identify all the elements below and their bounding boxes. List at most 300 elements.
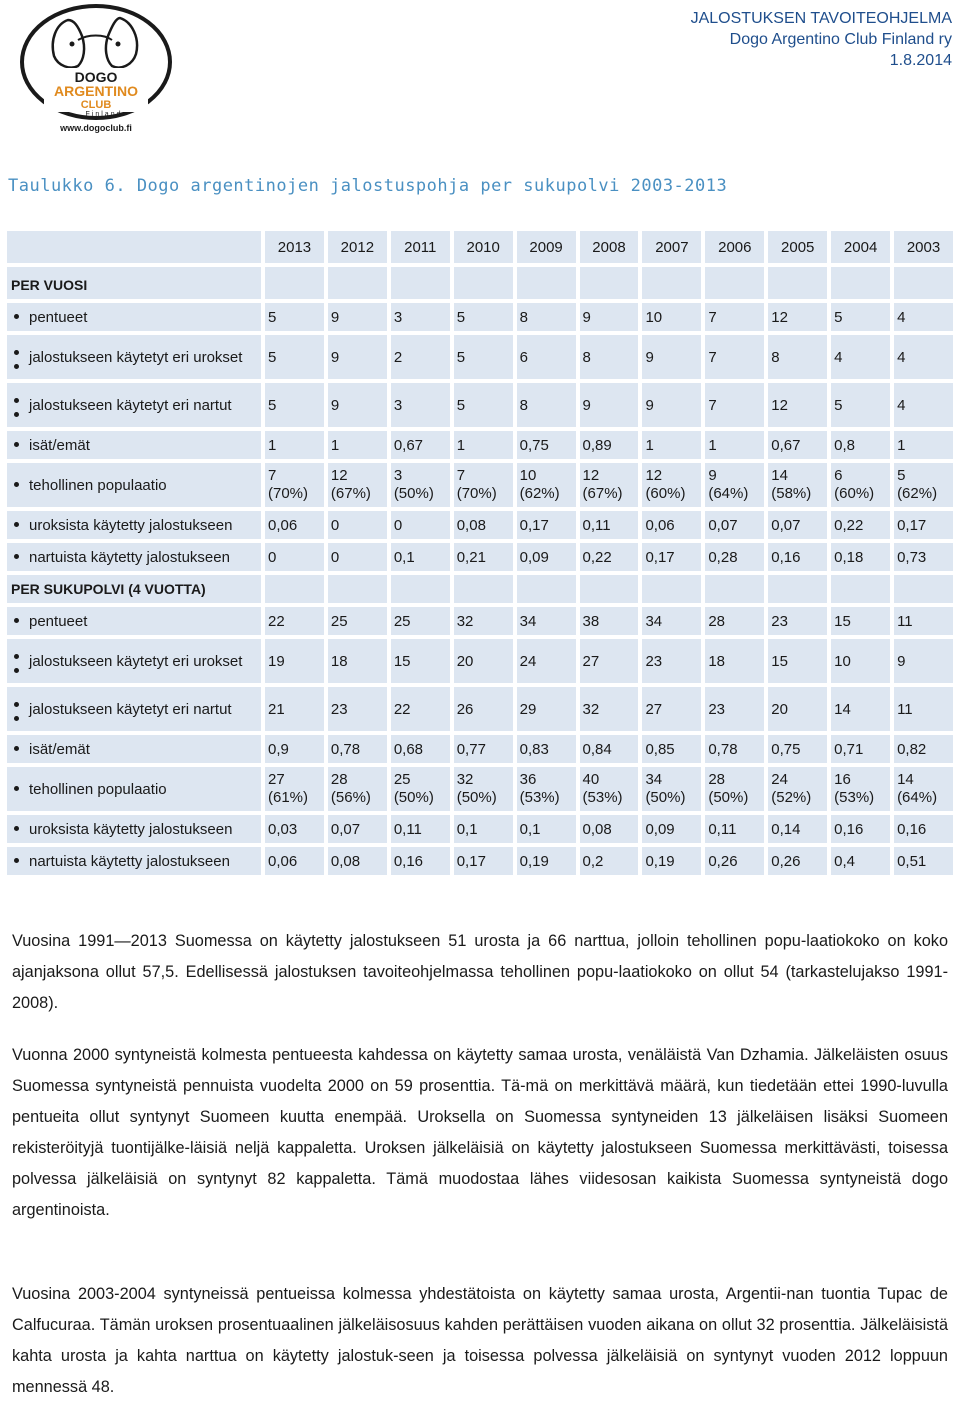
bullet-icon <box>14 746 19 751</box>
value-cell <box>390 542 451 572</box>
bullet-icon <box>14 554 19 559</box>
value-cell <box>641 382 702 428</box>
value-cell <box>704 734 765 764</box>
value-cell <box>767 334 828 380</box>
table-caption: Taulukko 6. Dogo argentinojen jalostuspohja per sukupolvi 2003-2013 <box>8 176 728 196</box>
value-cell <box>516 382 577 428</box>
cell-value: 9 <box>582 308 591 326</box>
cell-value: 0,28 <box>708 548 738 566</box>
value-cell <box>767 814 828 844</box>
cell-percentage: (62%) <box>519 485 560 502</box>
bullet-icon <box>14 350 19 355</box>
section-blank-cell <box>767 266 828 300</box>
cell-value: 26 <box>456 700 474 718</box>
year-header-row <box>6 230 954 264</box>
cell-value: 14 <box>897 771 914 788</box>
table-row <box>6 542 954 572</box>
bullet-icon <box>14 482 19 487</box>
cell-value: 34 <box>645 771 663 788</box>
cell-value: 7 <box>708 308 717 326</box>
cell-value: 0,22 <box>834 516 864 534</box>
cell-value: 0,16 <box>834 820 864 838</box>
section-blank-cell <box>327 266 388 300</box>
value-cell <box>704 510 765 540</box>
year-header: 2009 <box>516 230 577 264</box>
row-label: jalostukseen käytetyt eri nartut <box>29 700 232 718</box>
value-cell <box>893 606 954 636</box>
value-cell <box>390 638 451 684</box>
cell-percentage: (50%) <box>393 485 434 502</box>
section-blank-cell <box>830 266 891 300</box>
row-label-cell <box>6 606 262 636</box>
cell-value: 5 <box>456 396 466 414</box>
table-row <box>6 814 954 844</box>
paragraph-2: Vuonna 2000 syntyneistä kolmesta pentueesta kahdessa on käytetty samaa urosta, venäläistä Van Dzhamia. Jälkeläisten osuus Suomessa syntyneistä pennuista vuodelta 2000 on 59 prosenttia. Tä-mä on merkittävä määrä, kun tiedetään ettei 1990-luvulla pentueita ollut syntynyt Suomeen kuutta enempää. Uroksella on Suomessa syntyneiden 13 jälkeläisen lisäksi Suomeen rekisteröityjä tuontijälke-läisiä neljä kappaletta. Uroksen jälkeläisiä on käytetty jalostukseen Suomessa merkittävästi, toisessa polvessa jälkeläisiä on syntynyt 82 kappaletta. Tämä muodostaa lähes viidesosan kaikista Suomessa syntyneistä dogo argentinoista. <box>12 1046 948 1219</box>
value-cell <box>704 766 765 812</box>
value-cell <box>390 302 451 332</box>
value-cell <box>767 382 828 428</box>
section-blank-cell <box>641 266 702 300</box>
value-cell <box>516 606 577 636</box>
value-cell <box>830 382 891 428</box>
cell-value: 0,11 <box>393 820 422 838</box>
value-cell <box>830 686 891 732</box>
logo-text-dogo: DOGO <box>74 69 118 85</box>
value-cell <box>893 510 954 540</box>
value-cell <box>579 686 640 732</box>
cell-value: 19 <box>268 652 285 670</box>
cell-value: 5 <box>834 308 843 326</box>
cell-value: 5 <box>268 348 277 366</box>
cell-value: 0,75 <box>519 436 549 454</box>
row-label: jalostukseen käytetyt eri urokset <box>29 348 243 366</box>
cell-value: 5 <box>268 396 277 414</box>
value-cell <box>579 510 640 540</box>
cell-percentage: (61%) <box>268 789 309 806</box>
value-cell <box>579 302 640 332</box>
value-cell <box>327 686 388 732</box>
value-cell <box>453 542 514 572</box>
cell-value: 0,06 <box>268 516 298 534</box>
cell-value: 0,78 <box>708 740 738 758</box>
cell-value: 27 <box>268 771 285 788</box>
value-cell <box>579 638 640 684</box>
row-label: jalostukseen käytetyt eri urokset <box>29 652 243 670</box>
cell-value: 0,26 <box>708 852 738 870</box>
value-cell <box>893 814 954 844</box>
value-cell <box>641 766 702 812</box>
row-label: pentueet <box>29 308 88 326</box>
value-cell <box>641 606 702 636</box>
table-row <box>6 638 954 684</box>
row-label: uroksista käytetty jalostukseen <box>29 820 233 838</box>
row-label-cell <box>6 846 262 876</box>
value-cell <box>830 334 891 380</box>
cell-value: 10 <box>834 652 851 670</box>
cell-value: 38 <box>582 612 600 630</box>
cell-value: 0,08 <box>582 820 612 838</box>
value-cell <box>830 462 891 508</box>
cell-percentage: (50%) <box>708 789 749 806</box>
cell-value: 34 <box>645 612 663 630</box>
cell-value: 0,73 <box>897 548 927 566</box>
cell-value: 0,67 <box>393 436 424 454</box>
cell-value: 23 <box>330 700 348 718</box>
value-cell <box>453 302 514 332</box>
value-cell <box>327 542 388 572</box>
cell-value: 40 <box>582 771 600 788</box>
cell-value: 0,67 <box>771 436 801 454</box>
cell-value: 9 <box>708 467 717 484</box>
value-cell <box>516 462 577 508</box>
value-cell <box>264 382 325 428</box>
value-cell <box>893 846 954 876</box>
cell-value: 1 <box>456 436 466 454</box>
cell-value: 0,1 <box>393 548 415 566</box>
value-cell <box>453 638 514 684</box>
cell-value: 22 <box>268 612 285 630</box>
section-blank-cell <box>641 574 702 604</box>
value-cell <box>390 766 451 812</box>
value-cell <box>264 302 325 332</box>
value-cell <box>830 510 891 540</box>
value-cell <box>264 542 325 572</box>
year-header: 2003 <box>893 230 954 264</box>
cell-percentage: (64%) <box>708 485 749 502</box>
table-row <box>6 334 954 380</box>
value-cell <box>704 686 765 732</box>
table-row <box>6 462 954 508</box>
value-cell <box>579 814 640 844</box>
cell-value: 5 <box>456 348 466 366</box>
value-cell <box>390 462 451 508</box>
value-cell <box>327 638 388 684</box>
row-label-cell <box>6 302 262 332</box>
cell-value: 4 <box>834 348 843 366</box>
cell-value: 27 <box>645 700 663 718</box>
value-cell <box>641 510 702 540</box>
cell-value: 9 <box>645 348 654 366</box>
section-blank-cell <box>579 574 640 604</box>
cell-value: 15 <box>834 612 851 630</box>
value-cell <box>327 846 388 876</box>
year-header: 2012 <box>327 230 388 264</box>
value-cell <box>830 846 891 876</box>
cell-value: 0,19 <box>519 852 549 870</box>
header-title: JALOSTUKSEN TAVOITEOHJELMA <box>690 10 952 27</box>
cell-value: 0,17 <box>456 852 486 870</box>
bullet-icon <box>14 702 19 707</box>
cell-value: 0,17 <box>519 516 549 534</box>
value-cell <box>641 814 702 844</box>
cell-value: 7 <box>456 467 466 484</box>
value-cell <box>893 686 954 732</box>
cell-value: 0,11 <box>582 516 611 534</box>
value-cell <box>390 846 451 876</box>
row-label-cell <box>6 734 262 764</box>
value-cell <box>390 686 451 732</box>
cell-value: 4 <box>897 396 906 414</box>
value-cell <box>579 542 640 572</box>
bullet-icon <box>14 668 19 673</box>
cell-value: 9 <box>645 396 654 414</box>
cell-value: 11 <box>897 612 913 630</box>
cell-value: 0,1 <box>456 820 478 838</box>
section-blank-cell <box>704 266 765 300</box>
value-cell <box>830 766 891 812</box>
section-blank-cell <box>264 574 325 604</box>
cell-value: 0,71 <box>834 740 864 758</box>
section-blank-cell <box>516 574 577 604</box>
value-cell <box>453 462 514 508</box>
cell-value: 0,78 <box>330 740 361 758</box>
value-cell <box>893 638 954 684</box>
cell-value: 29 <box>519 700 537 718</box>
value-cell <box>893 462 954 508</box>
row-label-cell <box>6 686 262 732</box>
cell-percentage: (56%) <box>330 789 371 806</box>
cell-percentage: (50%) <box>393 789 434 806</box>
bullet-icon <box>14 412 19 417</box>
cell-value: 0,06 <box>645 516 675 534</box>
cell-value: 0 <box>268 548 277 566</box>
value-cell <box>264 462 325 508</box>
value-cell <box>264 430 325 460</box>
value-cell <box>453 430 514 460</box>
cell-percentage: (58%) <box>771 485 812 502</box>
row-label: nartuista käytetty jalostukseen <box>29 852 230 870</box>
table-row <box>6 302 954 332</box>
cell-value: 0,21 <box>456 548 486 566</box>
value-cell <box>327 334 388 380</box>
cell-percentage: (50%) <box>645 789 686 806</box>
cell-percentage: (64%) <box>897 789 938 806</box>
row-label: isät/emät <box>29 740 90 758</box>
value-cell <box>516 686 577 732</box>
cell-value: 0,22 <box>582 548 612 566</box>
value-cell <box>704 846 765 876</box>
value-cell <box>704 542 765 572</box>
row-label: tehollinen populaatio <box>29 780 167 798</box>
cell-value: 2 <box>393 348 403 366</box>
table-row <box>6 606 954 636</box>
table-row <box>6 686 954 732</box>
value-cell <box>641 430 702 460</box>
cell-value: 8 <box>519 396 528 414</box>
value-cell <box>704 638 765 684</box>
value-cell <box>704 382 765 428</box>
value-cell <box>264 638 325 684</box>
logo-text-club: CLUB <box>80 99 112 111</box>
cell-percentage: (60%) <box>834 485 875 502</box>
value-cell <box>264 606 325 636</box>
bullet-icon <box>14 716 19 721</box>
row-label-cell <box>6 462 262 508</box>
cell-value: 6 <box>519 348 528 366</box>
value-cell <box>641 542 702 572</box>
value-cell <box>830 302 891 332</box>
cell-value: 3 <box>393 308 403 326</box>
row-label-cell <box>6 542 262 572</box>
cell-value: 5 <box>268 308 277 326</box>
row-label: uroksista käytetty jalostukseen <box>29 516 233 534</box>
value-cell <box>516 814 577 844</box>
bullet-icon <box>14 826 19 831</box>
cell-value: 25 <box>393 771 411 788</box>
cell-percentage: (60%) <box>645 485 686 502</box>
value-cell <box>264 846 325 876</box>
cell-value: 4 <box>897 308 906 326</box>
cell-value: 3 <box>393 467 403 484</box>
cell-value: 0,84 <box>582 740 612 758</box>
bullet-icon <box>14 522 19 527</box>
value-cell <box>453 686 514 732</box>
value-cell <box>453 606 514 636</box>
value-cell <box>516 430 577 460</box>
club-logo <box>8 0 178 140</box>
cell-percentage: (50%) <box>456 789 497 806</box>
cell-percentage: (70%) <box>268 485 309 502</box>
value-cell <box>327 382 388 428</box>
value-cell <box>579 462 640 508</box>
value-cell <box>893 430 954 460</box>
value-cell <box>579 606 640 636</box>
row-label: jalostukseen käytetyt eri nartut <box>29 396 232 414</box>
value-cell <box>516 638 577 684</box>
section-blank-cell <box>516 266 577 300</box>
section-row <box>6 266 954 300</box>
cell-value: 8 <box>582 348 591 366</box>
cell-value: 0,85 <box>645 740 675 758</box>
value-cell <box>641 302 702 332</box>
cell-value: 0,08 <box>456 516 486 534</box>
value-cell <box>893 542 954 572</box>
cell-value: 0 <box>330 516 340 534</box>
section-blank-cell <box>453 574 514 604</box>
value-cell <box>641 734 702 764</box>
value-cell <box>390 382 451 428</box>
value-cell <box>453 510 514 540</box>
value-cell <box>264 814 325 844</box>
value-cell <box>516 334 577 380</box>
cell-percentage: (70%) <box>456 485 497 502</box>
bullet-icon <box>14 398 19 403</box>
cell-value: 0,09 <box>519 548 549 566</box>
year-header: 2005 <box>767 230 828 264</box>
cell-value: 0,77 <box>456 740 486 758</box>
year-header: 2008 <box>579 230 640 264</box>
value-cell <box>767 686 828 732</box>
year-header: 2007 <box>641 230 702 264</box>
cell-value: 0,26 <box>771 852 801 870</box>
cell-value: 1 <box>645 436 654 454</box>
bullet-icon <box>14 654 19 659</box>
value-cell <box>767 766 828 812</box>
value-cell <box>767 302 828 332</box>
value-cell <box>893 734 954 764</box>
value-cell <box>390 606 451 636</box>
value-cell <box>327 814 388 844</box>
year-header: 2004 <box>830 230 891 264</box>
value-cell <box>516 302 577 332</box>
value-cell <box>767 734 828 764</box>
section-blank-cell <box>264 266 325 300</box>
row-label-cell <box>6 510 262 540</box>
bullet-icon <box>14 364 19 369</box>
value-cell <box>893 766 954 812</box>
value-cell <box>264 766 325 812</box>
section-blank-cell <box>390 266 451 300</box>
table-row <box>6 846 954 876</box>
year-header: 2011 <box>390 230 451 264</box>
cell-value: 9 <box>330 396 340 414</box>
value-cell <box>327 302 388 332</box>
value-cell <box>516 734 577 764</box>
value-cell <box>264 510 325 540</box>
row-label-cell <box>6 382 262 428</box>
cell-value: 0,8 <box>834 436 856 454</box>
row-label-cell <box>6 430 262 460</box>
cell-value: 15 <box>393 652 411 670</box>
cell-percentage: (53%) <box>834 789 875 806</box>
value-cell <box>704 302 765 332</box>
row-label-cell <box>6 334 262 380</box>
cell-value: 7 <box>708 396 717 414</box>
section-row <box>6 574 954 604</box>
value-cell <box>893 382 954 428</box>
value-cell <box>579 734 640 764</box>
value-cell <box>767 606 828 636</box>
cell-value: 5 <box>897 467 906 484</box>
cell-value: 1 <box>708 436 717 454</box>
cell-value: 15 <box>771 652 788 670</box>
cell-percentage: (67%) <box>582 485 623 502</box>
cell-value: 0,18 <box>834 548 864 566</box>
cell-value: 9 <box>330 308 340 326</box>
value-cell <box>767 846 828 876</box>
value-cell <box>704 606 765 636</box>
cell-value: 6 <box>834 467 843 484</box>
value-cell <box>579 430 640 460</box>
cell-value: 28 <box>708 612 726 630</box>
cell-value: 12 <box>645 467 663 484</box>
logo-url: www.dogoclub.fi <box>60 123 132 133</box>
value-cell <box>641 334 702 380</box>
cell-value: 9 <box>897 652 906 670</box>
table-row <box>6 766 954 812</box>
row-label: isät/emät <box>29 436 90 454</box>
value-cell <box>453 766 514 812</box>
cell-value: 0,83 <box>519 740 549 758</box>
cell-value: 0,4 <box>834 852 856 870</box>
cell-value: 0 <box>330 548 340 566</box>
cell-value: 12 <box>771 308 788 326</box>
value-cell <box>390 510 451 540</box>
value-cell <box>327 430 388 460</box>
cell-percentage: (67%) <box>330 485 371 502</box>
cell-value: 0,17 <box>897 516 927 534</box>
cell-value: 0,1 <box>519 820 541 838</box>
section-blank-cell <box>390 574 451 604</box>
value-cell <box>579 334 640 380</box>
cell-value: 0,07 <box>771 516 801 534</box>
value-cell <box>893 334 954 380</box>
year-header: 2010 <box>453 230 514 264</box>
cell-percentage: (52%) <box>771 789 812 806</box>
cell-value: 0,14 <box>771 820 801 838</box>
bullet-icon <box>14 618 19 623</box>
bullet-icon <box>14 314 19 319</box>
